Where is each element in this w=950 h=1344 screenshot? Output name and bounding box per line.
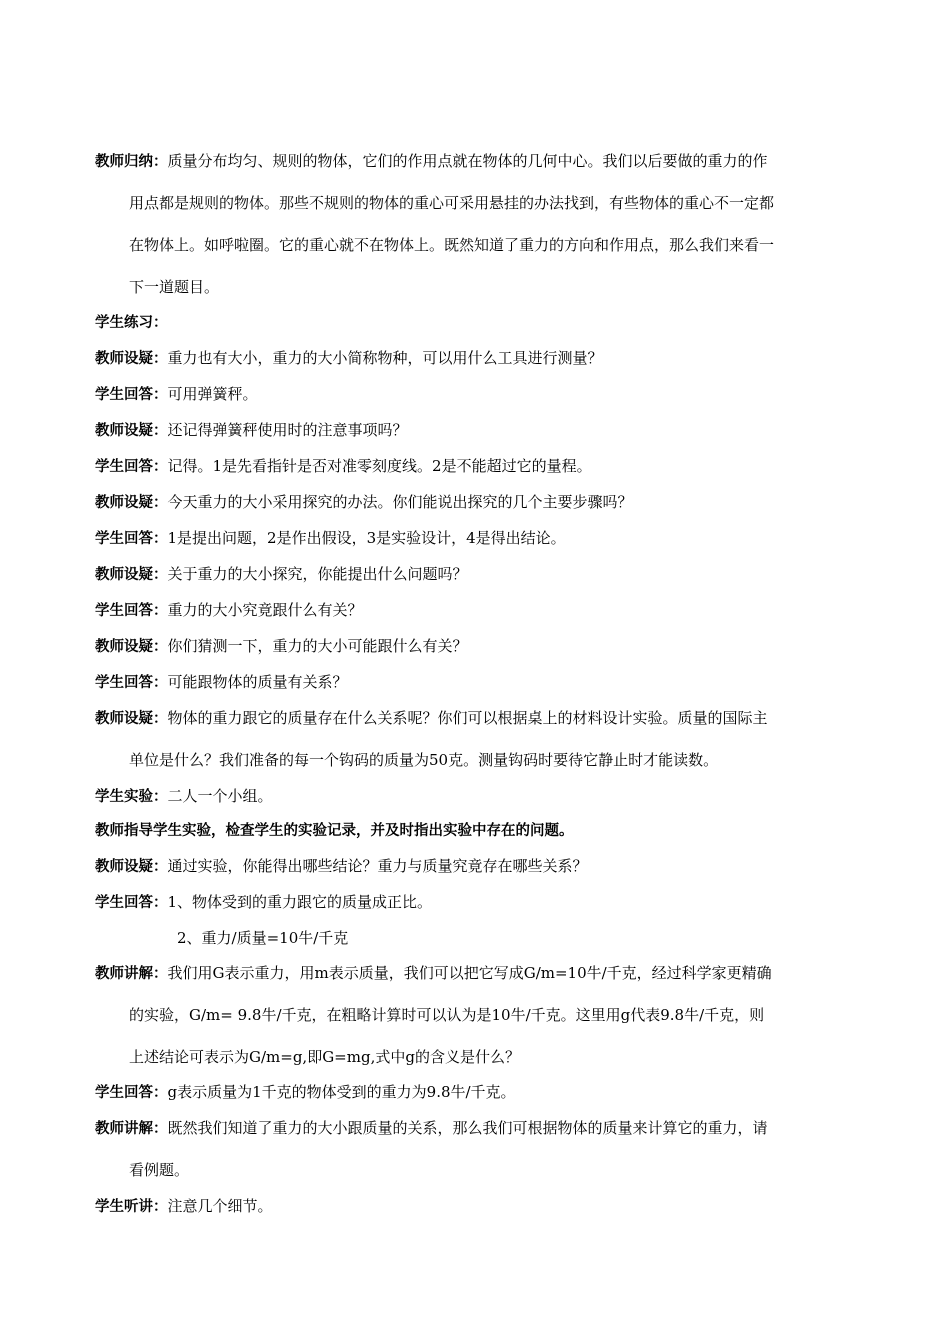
- speaker-label: 学生回答：: [95, 895, 168, 911]
- paragraph-text: 1是提出问题，2是作出假设，3是实验设计，4是得出结论。: [167, 529, 566, 547]
- speaker-label: 学生回答：: [95, 1085, 168, 1101]
- paragraph-text: 还记得弹簧秤使用时的注意事项吗？: [167, 421, 408, 439]
- paragraph-text: 重力的大小究竟跟什么有关？: [167, 601, 363, 619]
- paragraph-teacher-explanation: [95, 1107, 860, 1191]
- paragraph-text: 1、物体受到的重力跟它的质量成正比。: [167, 893, 433, 911]
- speaker-label: 教师归纳：: [95, 154, 168, 170]
- paragraph-text: 记得。1是先看指针是否对准零刻度线。2是不能超过它的量程。: [167, 457, 592, 475]
- speaker-label: 教师设疑：: [95, 859, 168, 875]
- paragraph-text: 下一道题目。: [129, 278, 220, 296]
- paragraph-text: 我们用G表示重力，用m表示质量，我们可以把它写成G/m=10牛/千克，经过科学家更精确: [167, 964, 772, 982]
- paragraph-text: 用点都是规则的物体。那些不规则的物体的重心可采用悬挂的办法找到，有些物体的重心不一定都: [129, 194, 775, 212]
- speaker-label: 教师讲解：: [95, 1121, 168, 1137]
- paragraph-text: 注意几个细节。: [167, 1197, 273, 1215]
- paragraph-text: 物体的重力跟它的质量存在什么关系呢？你们可以根据桌上的材料设计实验。质量的国际主: [167, 709, 768, 727]
- paragraph-text: 可用弹簧秤。: [167, 385, 258, 403]
- speaker-label: 教师设疑：: [95, 495, 168, 511]
- speaker-label: 学生回答：: [95, 531, 168, 547]
- paragraph-text: 你们猜测一下，重力的大小可能跟什么有关？: [167, 637, 468, 655]
- paragraph-text: g表示质量为1千克的物体受到的重力为9.8牛/千克。: [167, 1083, 516, 1101]
- paragraph-teacher-summary: [95, 140, 860, 308]
- speaker-label: 教师讲解：: [95, 966, 168, 982]
- paragraph-teacher-explanation: [95, 952, 860, 1078]
- paragraph-text: 的实验，G/m= 9.8牛/千克，在粗略计算时可以认为是10牛/千克。这里用g代表9.8牛/千克，则: [129, 1006, 765, 1024]
- speaker-label: 教师设疑：: [95, 423, 168, 439]
- paragraph-teacher-question: [95, 697, 860, 781]
- paragraph-text: 关于重力的大小探究，你能提出什么问题吗？: [167, 565, 468, 583]
- paragraph-text: 既然我们知道了重力的大小跟质量的关系，那么我们可根据物体的质量来计算它的重力，请: [167, 1119, 768, 1137]
- paragraph-text: 2、重力/质量=10牛/千克: [177, 929, 349, 947]
- paragraph-text: 今天重力的大小采用探究的办法。你们能说出探究的几个主要步骤吗？: [167, 493, 633, 511]
- speaker-label: 教师设疑：: [95, 711, 168, 727]
- paragraph-text: 通过实验，你能得出哪些结论？重力与质量究竟存在哪些关系？: [167, 857, 588, 875]
- paragraph-text: 重力也有大小，重力的大小简称物种，可以用什么工具进行测量？: [167, 349, 603, 367]
- paragraph-text: 上述结论可表示为G/m=g,即G=mg,式中g的含义是什么？: [129, 1048, 520, 1066]
- paragraph-text: 单位是什么？我们准备的每一个钩码的质量为50克。测量钩码时要待它静止时才能读数。: [129, 751, 719, 769]
- speaker-label: 学生练习：: [95, 315, 168, 331]
- speaker-label: 学生回答：: [95, 603, 168, 619]
- speaker-label: 学生回答：: [95, 387, 168, 403]
- speaker-label: 教师设疑：: [95, 639, 168, 655]
- speaker-label: 教师设疑：: [95, 567, 168, 583]
- paragraph-bold-text: 教师指导学生实验，检查学生的实验记录，并及时指出实验中存在的问题。: [95, 823, 574, 839]
- paragraph-text: 质量分布均匀、规则的物体，它们的作用点就在物体的几何中心。我们以后要做的重力的作: [167, 152, 768, 170]
- paragraph-text: 二人一个小组。: [167, 787, 273, 805]
- speaker-label: 学生回答：: [95, 675, 168, 691]
- speaker-label: 学生实验：: [95, 789, 168, 805]
- paragraph-student-listen: [95, 1185, 860, 1227]
- speaker-label: 教师设疑：: [95, 351, 168, 367]
- speaker-label: 学生听讲：: [95, 1199, 168, 1215]
- speaker-label: 学生回答：: [95, 459, 168, 475]
- paragraph-text: 可能跟物体的质量有关系？: [167, 673, 348, 691]
- paragraph-text: 看例题。: [129, 1161, 190, 1179]
- paragraph-text: 在物体上。如呼啦圈。它的重心就不在物体上。既然知道了重力的方向和作用点，那么我们来看一: [129, 236, 775, 254]
